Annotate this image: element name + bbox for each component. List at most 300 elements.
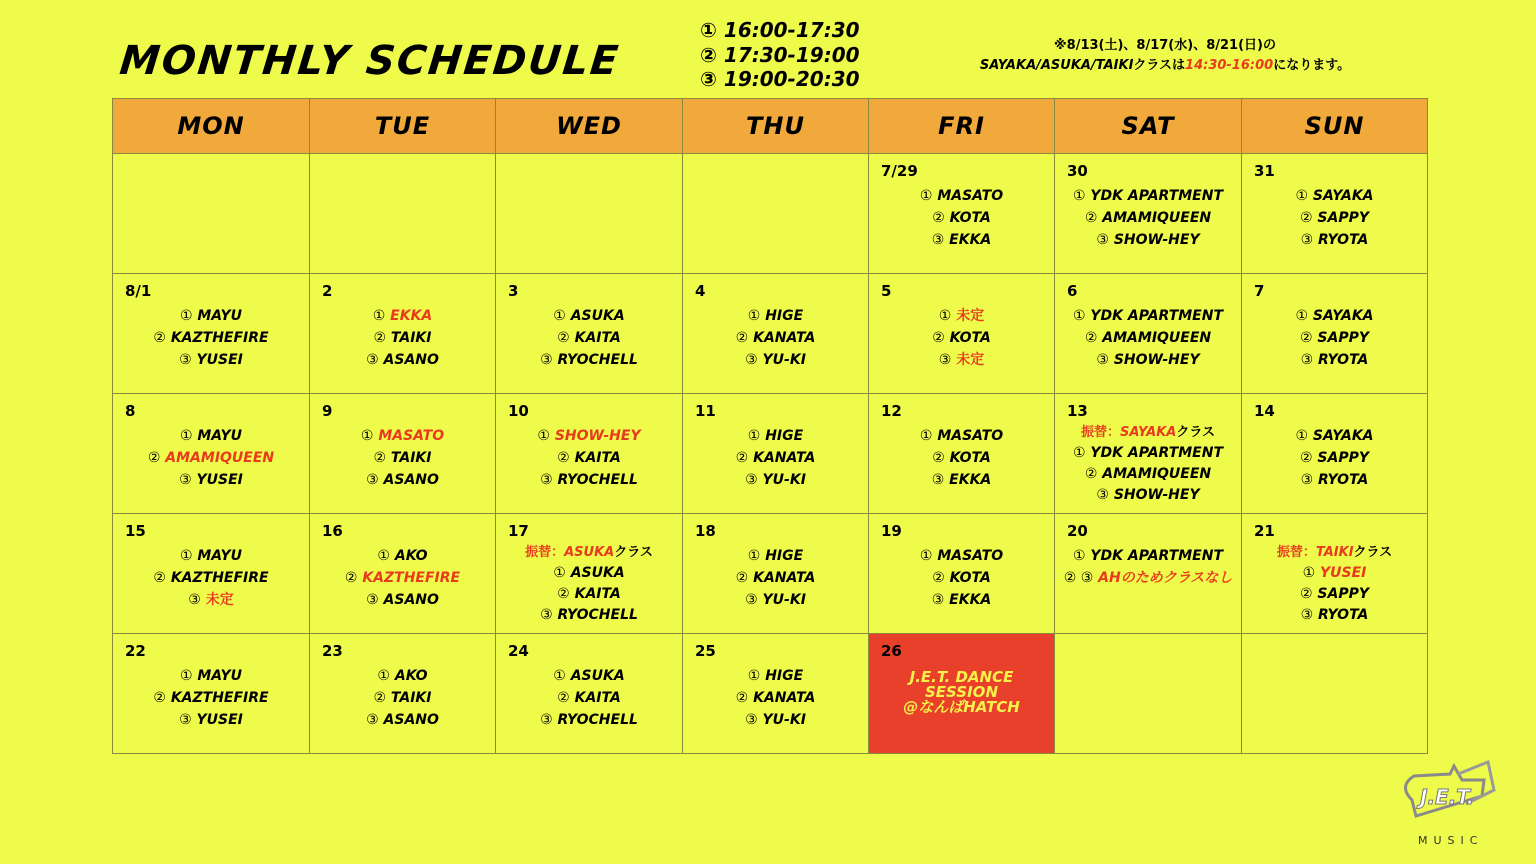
slot-number: ③	[931, 592, 945, 608]
class-entry	[113, 567, 309, 589]
class-entry	[869, 589, 1054, 611]
day-number: 21	[1254, 522, 1275, 540]
slot-number: ③	[366, 592, 379, 608]
class-entry	[869, 185, 1054, 207]
class-entry	[1242, 327, 1427, 349]
day-cell	[869, 394, 1055, 514]
instructor-name: SHOW-HEY	[1113, 352, 1200, 368]
class-list	[869, 545, 1054, 611]
instructor-name: KAITA	[574, 690, 621, 706]
instructor-name: KOTA	[949, 330, 991, 346]
slot-number: ③	[938, 352, 952, 368]
class-entry	[310, 709, 495, 731]
week-row	[113, 394, 1428, 514]
class-entry	[869, 207, 1054, 229]
class-list	[496, 665, 682, 731]
slot-number: ①	[377, 548, 390, 564]
slot-number: ②	[932, 330, 945, 346]
slot-number: ①	[1072, 308, 1086, 324]
slot-number: ② ③	[1063, 570, 1094, 586]
makeup-class-note	[496, 542, 682, 563]
instructor-name: YUSEI	[196, 712, 243, 728]
instructor-name: YUSEI	[196, 472, 243, 488]
instructor-name: EKKA	[949, 232, 992, 248]
class-entry	[683, 665, 868, 687]
slot-number: ③	[366, 472, 379, 488]
class-entry	[683, 687, 868, 709]
slot-number: ②	[1084, 466, 1098, 482]
instructor-name: MASATO	[937, 428, 1004, 444]
day-number: 31	[1254, 162, 1275, 180]
instructor-name: SAPPY	[1317, 450, 1369, 466]
slot-number: ③	[745, 592, 758, 608]
slot-number: ③	[1300, 232, 1314, 248]
instructor-name: AMAMIQUEEN	[1102, 210, 1212, 226]
slot-number: ②	[557, 690, 570, 706]
instructor-name: KANATA	[753, 570, 816, 586]
slot-number: ③	[745, 712, 758, 728]
day-cell	[113, 154, 310, 274]
day-cell	[113, 394, 310, 514]
day-number: 8/1	[125, 282, 152, 300]
week-row	[113, 274, 1428, 394]
instructor-name: ASUKA	[570, 308, 625, 324]
slot-number: ①	[919, 548, 933, 564]
slot-number: ③	[1300, 352, 1314, 368]
class-entry	[683, 327, 868, 349]
instructor-name: EKKA	[949, 472, 992, 488]
class-entry	[1242, 563, 1427, 584]
class-entry	[1055, 327, 1241, 349]
note-classes: SAYAKA/ASUKA/TAIKI	[979, 58, 1134, 73]
day-cell	[113, 634, 310, 754]
day-number: 13	[1067, 402, 1088, 420]
instructor-name: HIGE	[765, 308, 804, 324]
class-list	[1242, 305, 1427, 371]
class-list	[113, 545, 309, 611]
makeup-class-note	[1242, 542, 1427, 563]
slot-number: ①	[1072, 548, 1086, 564]
class-entry	[496, 605, 682, 626]
day-number: 17	[508, 522, 529, 540]
class-entry	[310, 327, 495, 349]
day-cell	[1242, 634, 1428, 754]
slot-number: ③	[540, 712, 553, 728]
slot-number: ②	[557, 330, 570, 346]
week-row	[113, 634, 1428, 754]
instructor-name: TAIKI	[390, 450, 432, 466]
instructor-name: KAZTHEFIRE	[362, 570, 461, 586]
note-line-2	[930, 56, 1400, 76]
slot-number: ①	[747, 428, 761, 444]
class-entry	[113, 545, 309, 567]
slot-number: ②	[344, 570, 358, 586]
class-entry	[1242, 584, 1427, 605]
class-entry	[1055, 207, 1241, 229]
weekday-tue: TUE	[310, 99, 496, 154]
instructor-name: YDK APARTMENT	[1090, 548, 1224, 564]
class-list	[1055, 185, 1241, 251]
time-slot-3: ③ 19:00-20:30	[700, 67, 860, 91]
instructor-name: TAIKI	[390, 690, 432, 706]
class-entry	[683, 469, 868, 491]
slot-number: ②	[1299, 330, 1313, 346]
slot-number: ③	[745, 472, 758, 488]
class-entry	[496, 425, 682, 447]
class-list	[683, 425, 868, 491]
instructor-name: KOTA	[949, 570, 991, 586]
day-number: 18	[695, 522, 716, 540]
instructor-name: AHのためクラスなし	[1098, 570, 1233, 586]
instructor-name: HIGE	[765, 668, 804, 684]
slot-number: ①	[1072, 188, 1086, 204]
makeup-prefix: 振替：	[1276, 545, 1316, 560]
day-cell	[869, 154, 1055, 274]
instructor-name: 未定	[956, 352, 985, 368]
slot-number: ①	[179, 308, 193, 324]
makeup-class-note	[1055, 422, 1241, 443]
class-entry	[1242, 605, 1427, 626]
note-text: クラスは	[1133, 58, 1186, 73]
class-entry	[1242, 447, 1427, 469]
slot-number: ②	[932, 570, 945, 586]
instructor-name: SAPPY	[1317, 210, 1369, 226]
class-entry	[683, 567, 868, 589]
day-number: 22	[125, 642, 146, 660]
instructor-name: ASANO	[383, 472, 439, 488]
instructor-name: EKKA	[390, 308, 433, 324]
weekday-sun: SUN	[1242, 99, 1428, 154]
weekday-fri: FRI	[869, 99, 1055, 154]
class-entry	[1055, 464, 1241, 485]
slot-number: ③	[1300, 472, 1314, 488]
class-entry	[310, 665, 495, 687]
event-line: J.E.T. DANCE	[909, 668, 1014, 686]
instructor-name: KAZTHEFIRE	[170, 570, 269, 586]
day-cell	[310, 274, 496, 394]
class-entry	[869, 447, 1054, 469]
makeup-instructor: TAIKI	[1315, 545, 1354, 560]
class-entry	[1055, 485, 1241, 506]
slot-number: ③	[1096, 232, 1109, 248]
class-entry	[869, 349, 1054, 371]
instructor-name: YDK APARTMENT	[1090, 188, 1224, 204]
day-number: 26	[881, 642, 902, 660]
slot-number: ②	[735, 690, 749, 706]
instructor-name: SAYAKA	[1312, 428, 1374, 444]
calendar-table	[112, 98, 1428, 754]
slot-number: ②	[153, 570, 166, 586]
day-cell	[1055, 394, 1242, 514]
class-entry	[113, 327, 309, 349]
day-number: 24	[508, 642, 529, 660]
instructor-name: SAYAKA	[1312, 308, 1374, 324]
class-entry	[113, 709, 309, 731]
class-entry	[1055, 567, 1241, 589]
day-number: 10	[508, 402, 529, 420]
note-time: 14:30-16:00	[1185, 58, 1274, 73]
class-entry	[310, 469, 495, 491]
instructor-name: RYOTA	[1318, 607, 1369, 623]
time-slot-2: ② 17:30-19:00	[700, 42, 860, 67]
class-entry	[683, 349, 868, 371]
class-list	[310, 305, 495, 371]
slot-number: ①	[377, 668, 390, 684]
day-number: 15	[125, 522, 146, 540]
slot-number: ②	[932, 210, 945, 226]
instructor-name: AKO	[394, 668, 428, 684]
day-cell	[310, 154, 496, 274]
day-number: 7	[1254, 282, 1265, 300]
slot-number: ①	[537, 428, 550, 444]
class-entry	[113, 665, 309, 687]
day-cell	[310, 394, 496, 514]
slot-number: ③	[1096, 487, 1109, 503]
class-list	[496, 425, 682, 491]
instructor-name: KAITA	[574, 330, 621, 346]
day-cell	[683, 154, 869, 274]
slot-number: ②	[1299, 450, 1313, 466]
slot-number: ②	[1299, 586, 1313, 602]
day-number: 19	[881, 522, 902, 540]
slot-number: ①	[747, 548, 761, 564]
note-line-1: ※8/13(土)、8/17(水)、8/21(日)の	[1054, 38, 1276, 53]
class-list	[869, 305, 1054, 371]
day-number: 12	[881, 402, 902, 420]
instructor-name: RYOTA	[1318, 232, 1369, 248]
day-cell	[1242, 394, 1428, 514]
class-entry	[310, 567, 495, 589]
class-entry	[869, 469, 1054, 491]
class-entry	[1242, 469, 1427, 491]
day-cell	[1055, 154, 1242, 274]
class-entry	[1055, 305, 1241, 327]
instructor-name: 未定	[956, 308, 985, 324]
makeup-suffix: クラス	[1176, 425, 1215, 440]
class-entry	[1055, 185, 1241, 207]
instructor-name: SHOW-HEY	[1113, 487, 1200, 503]
class-list	[496, 305, 682, 371]
instructor-name: HIGE	[765, 548, 804, 564]
day-cell	[310, 634, 496, 754]
class-list	[683, 665, 868, 731]
slot-number: ①	[553, 668, 566, 684]
instructor-name: RYOCHELL	[557, 607, 638, 623]
class-entry	[683, 447, 868, 469]
event-line: SESSION	[924, 683, 998, 701]
weekday-mon: MON	[113, 99, 310, 154]
slot-number: ②	[153, 330, 166, 346]
day-cell	[496, 274, 683, 394]
class-entry	[1242, 305, 1427, 327]
instructor-name: 未定	[205, 592, 234, 608]
instructor-name: AMAMIQUEEN	[1102, 330, 1212, 346]
slot-number: ③	[188, 592, 201, 608]
day-cell	[1055, 634, 1242, 754]
class-list	[869, 425, 1054, 491]
instructor-name: MAYU	[197, 548, 243, 564]
class-entry	[496, 687, 682, 709]
day-number: 8	[125, 402, 136, 420]
class-entry	[113, 687, 309, 709]
day-cell	[1242, 514, 1428, 634]
slot-number: ②	[373, 450, 387, 466]
day-number: 25	[695, 642, 716, 660]
instructor-name: ASUKA	[570, 668, 625, 684]
instructor-name: MAYU	[197, 428, 243, 444]
slot-number: ①	[1295, 428, 1309, 444]
class-entry	[869, 229, 1054, 251]
slot-number: ①	[1295, 308, 1309, 324]
slot-number: ①	[372, 308, 386, 324]
slot-number: ②	[153, 690, 166, 706]
class-list	[496, 542, 682, 626]
instructor-name: RYOTA	[1318, 472, 1369, 488]
class-entry	[310, 305, 495, 327]
slot-number: ②	[147, 450, 161, 466]
day-number: 20	[1067, 522, 1088, 540]
makeup-suffix: クラス	[1353, 545, 1393, 560]
instructor-name: RYOCHELL	[557, 472, 638, 488]
day-cell	[1242, 274, 1428, 394]
slot-number: ①	[747, 308, 761, 324]
instructor-name: KANATA	[753, 690, 816, 706]
slot-number: ①	[919, 188, 933, 204]
class-entry	[113, 469, 309, 491]
class-list	[683, 305, 868, 371]
instructor-name: TAIKI	[390, 330, 432, 346]
class-list	[1242, 542, 1427, 626]
day-cell	[683, 634, 869, 754]
page-title: MONTHLY SCHEDULE	[117, 38, 623, 84]
weekday-sat: SAT	[1055, 99, 1242, 154]
class-list	[310, 425, 495, 491]
slot-number: ③	[745, 352, 758, 368]
class-entry	[1242, 229, 1427, 251]
slot-number: ②	[1299, 210, 1313, 226]
slot-number: ③	[931, 232, 945, 248]
class-entry	[310, 687, 495, 709]
class-entry	[496, 665, 682, 687]
slot-number: ③	[1300, 607, 1314, 623]
class-entry	[113, 349, 309, 371]
slot-number: ①	[919, 428, 933, 444]
class-entry	[683, 709, 868, 731]
instructor-name: AMAMIQUEEN	[1102, 466, 1212, 482]
day-cell	[1055, 514, 1242, 634]
instructor-name: SHOW-HEY	[554, 428, 641, 444]
day-number: 9	[322, 402, 333, 420]
instructor-name: SAYAKA	[1312, 188, 1374, 204]
day-cell	[869, 274, 1055, 394]
instructor-name: AMAMIQUEEN	[165, 450, 275, 466]
class-list	[1242, 425, 1427, 491]
class-list	[310, 665, 495, 731]
instructor-name: RYOCHELL	[557, 712, 638, 728]
class-entry	[310, 349, 495, 371]
day-cell	[496, 634, 683, 754]
slot-number: ③	[179, 712, 192, 728]
instructor-name: YDK APARTMENT	[1090, 445, 1224, 461]
instructor-name: KOTA	[949, 210, 991, 226]
slot-number: ③	[540, 472, 553, 488]
instructor-name: SHOW-HEY	[1113, 232, 1200, 248]
class-entry	[310, 447, 495, 469]
class-entry	[1055, 443, 1241, 464]
class-entry	[869, 545, 1054, 567]
slot-number: ③	[1096, 352, 1109, 368]
class-entry	[869, 327, 1054, 349]
instructor-name: SAPPY	[1317, 330, 1369, 346]
day-cell	[496, 154, 683, 274]
slot-number: ②	[735, 330, 749, 346]
slot-number: ①	[1072, 445, 1086, 461]
class-entry	[496, 327, 682, 349]
class-entry	[1242, 349, 1427, 371]
time-slots	[700, 18, 860, 92]
class-entry	[496, 584, 682, 605]
slot-number: ③	[366, 712, 379, 728]
slot-number: ③	[931, 472, 945, 488]
day-cell	[113, 514, 310, 634]
class-list	[1242, 185, 1427, 251]
time-slot-1: ① 16:00-17:30	[700, 18, 860, 42]
class-list	[1055, 422, 1241, 506]
slot-number: ③	[540, 607, 553, 623]
slot-number: ③	[366, 352, 379, 368]
slot-number: ③	[540, 352, 553, 368]
instructor-name: RYOTA	[1318, 352, 1369, 368]
makeup-instructor: ASUKA	[564, 545, 615, 560]
slot-number: ②	[735, 450, 749, 466]
day-number: 5	[881, 282, 892, 300]
weekday-header-row	[113, 99, 1428, 154]
day-number: 11	[695, 402, 716, 420]
day-cell	[683, 274, 869, 394]
slot-number: ①	[179, 668, 193, 684]
class-entry	[869, 425, 1054, 447]
instructor-name: MASATO	[937, 188, 1004, 204]
class-entry	[496, 349, 682, 371]
instructor-name: KANATA	[753, 330, 816, 346]
event-label	[869, 670, 1054, 715]
instructor-name: YU-KI	[762, 352, 806, 368]
class-entry	[683, 425, 868, 447]
slot-number: ①	[553, 308, 566, 324]
day-cell	[496, 514, 683, 634]
makeup-instructor: SAYAKA	[1120, 425, 1177, 440]
instructor-name: YUSEI	[196, 352, 243, 368]
slot-number: ①	[1302, 565, 1316, 581]
class-list	[1055, 305, 1241, 371]
class-list	[683, 545, 868, 611]
day-cell	[310, 514, 496, 634]
instructor-name: MASATO	[378, 428, 445, 444]
day-number: 30	[1067, 162, 1088, 180]
jet-logo	[1392, 752, 1502, 844]
day-cell	[869, 634, 1055, 754]
class-entry	[113, 305, 309, 327]
class-entry	[1242, 425, 1427, 447]
instructor-name: MASATO	[937, 548, 1004, 564]
instructor-name: YUSEI	[1320, 565, 1367, 581]
class-entry	[1055, 229, 1241, 251]
slot-number: ②	[557, 450, 570, 466]
week-row	[113, 514, 1428, 634]
class-entry	[496, 447, 682, 469]
class-entry	[869, 567, 1054, 589]
slot-number: ①	[747, 668, 761, 684]
